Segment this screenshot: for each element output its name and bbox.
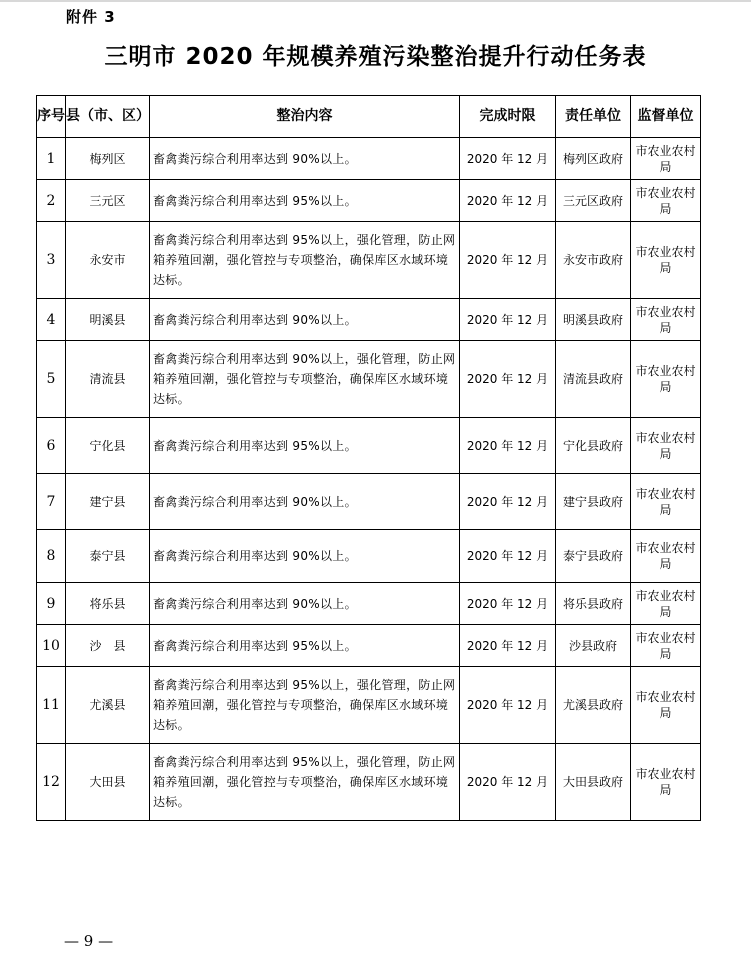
row-content: 畜禽粪污综合利用率达到 90%以上。: [150, 583, 460, 625]
table-header-row: [37, 96, 701, 138]
top-rule: [0, 0, 751, 2]
row-responsible: 沙县政府: [556, 625, 631, 667]
table-row: [37, 583, 701, 625]
table-row: [37, 530, 701, 583]
row-no: 10: [37, 625, 66, 667]
row-responsible: 建宁县政府: [556, 474, 631, 530]
page-number: — 9 —: [64, 932, 114, 950]
table-row: [37, 222, 701, 299]
table-row: [37, 341, 701, 418]
row-county: 将乐县: [66, 583, 150, 625]
row-no: 4: [37, 299, 66, 341]
row-responsible: 大田县政府: [556, 744, 631, 821]
table-row: [37, 138, 701, 180]
row-supervisor: 市农业农村局: [631, 625, 701, 667]
row-county: 三元区: [66, 180, 150, 222]
row-deadline: 2020 年 12 月: [460, 530, 556, 583]
row-deadline: 2020 年 12 月: [460, 474, 556, 530]
row-deadline: 2020 年 12 月: [460, 583, 556, 625]
row-content: 畜禽粪污综合利用率达到 95%以上，强化管理，防止网箱养殖回潮，强化管控与专项整治，确保库区水域环境达标。: [150, 744, 460, 821]
row-county: 大田县: [66, 744, 150, 821]
task-table: [36, 95, 701, 821]
table-row: [37, 299, 701, 341]
row-responsible: 清流县政府: [556, 341, 631, 418]
row-content: 畜禽粪污综合利用率达到 90%以上。: [150, 138, 460, 180]
table-row: [37, 744, 701, 821]
row-content: 畜禽粪污综合利用率达到 90%以上。: [150, 299, 460, 341]
row-responsible: 宁化县政府: [556, 418, 631, 474]
row-no: 5: [37, 341, 66, 418]
row-no: 8: [37, 530, 66, 583]
row-deadline: 2020 年 12 月: [460, 222, 556, 299]
row-deadline: 2020 年 12 月: [460, 180, 556, 222]
row-content: 畜禽粪污综合利用率达到 95%以上，强化管理，防止网箱养殖回潮，强化管控与专项整治，确保库区水域环境达标。: [150, 667, 460, 744]
row-no: 6: [37, 418, 66, 474]
row-responsible: 尤溪县政府: [556, 667, 631, 744]
row-no: 12: [37, 744, 66, 821]
row-content: 畜禽粪污综合利用率达到 95%以上。: [150, 180, 460, 222]
row-deadline: 2020 年 12 月: [460, 138, 556, 180]
table-row: [37, 625, 701, 667]
row-content: 畜禽粪污综合利用率达到 90%以上。: [150, 530, 460, 583]
header-responsible: 责任单位: [556, 96, 631, 138]
row-county: 泰宁县: [66, 530, 150, 583]
row-county: 永安市: [66, 222, 150, 299]
table-row: [37, 418, 701, 474]
row-supervisor: 市农业农村局: [631, 180, 701, 222]
table-row: [37, 180, 701, 222]
row-supervisor: 市农业农村局: [631, 583, 701, 625]
row-no: 2: [37, 180, 66, 222]
row-county: 沙 县: [66, 625, 150, 667]
row-content: 畜禽粪污综合利用率达到 95%以上。: [150, 625, 460, 667]
row-county: 建宁县: [66, 474, 150, 530]
row-supervisor: 市农业农村局: [631, 341, 701, 418]
header-content: 整治内容: [150, 96, 460, 138]
row-supervisor: 市农业农村局: [631, 530, 701, 583]
row-responsible: 明溪县政府: [556, 299, 631, 341]
row-responsible: 将乐县政府: [556, 583, 631, 625]
row-responsible: 三元区政府: [556, 180, 631, 222]
row-deadline: 2020 年 12 月: [460, 341, 556, 418]
row-responsible: 梅列区政府: [556, 138, 631, 180]
row-responsible: 永安市政府: [556, 222, 631, 299]
row-responsible: 泰宁县政府: [556, 530, 631, 583]
header-supervisor: 监督单位: [631, 96, 701, 138]
attachment-label: 附件 3: [66, 8, 116, 26]
row-county: 清流县: [66, 341, 150, 418]
table-row: [37, 474, 701, 530]
row-no: 1: [37, 138, 66, 180]
row-supervisor: 市农业农村局: [631, 222, 701, 299]
row-content: 畜禽粪污综合利用率达到 90%以上。: [150, 474, 460, 530]
header-no: 序号: [37, 96, 66, 138]
row-deadline: 2020 年 12 月: [460, 744, 556, 821]
row-county: 梅列区: [66, 138, 150, 180]
row-supervisor: 市农业农村局: [631, 138, 701, 180]
row-supervisor: 市农业农村局: [631, 474, 701, 530]
row-county: 宁化县: [66, 418, 150, 474]
row-supervisor: 市农业农村局: [631, 299, 701, 341]
row-county: 尤溪县: [66, 667, 150, 744]
row-supervisor: 市农业农村局: [631, 667, 701, 744]
header-county: 县（市、区）: [66, 96, 150, 138]
table-row: [37, 667, 701, 744]
row-content: 畜禽粪污综合利用率达到 95%以上，强化管理，防止网箱养殖回潮，强化管控与专项整治，确保库区水域环境达标。: [150, 222, 460, 299]
row-no: 11: [37, 667, 66, 744]
row-deadline: 2020 年 12 月: [460, 299, 556, 341]
row-content: 畜禽粪污综合利用率达到 90%以上，强化管理，防止网箱养殖回潮，强化管控与专项整治，确保库区水域环境达标。: [150, 341, 460, 418]
row-deadline: 2020 年 12 月: [460, 667, 556, 744]
header-deadline: 完成时限: [460, 96, 556, 138]
row-content: 畜禽粪污综合利用率达到 95%以上。: [150, 418, 460, 474]
row-supervisor: 市农业农村局: [631, 744, 701, 821]
row-no: 7: [37, 474, 66, 530]
row-deadline: 2020 年 12 月: [460, 625, 556, 667]
row-supervisor: 市农业农村局: [631, 418, 701, 474]
row-no: 9: [37, 583, 66, 625]
row-county: 明溪县: [66, 299, 150, 341]
row-deadline: 2020 年 12 月: [460, 418, 556, 474]
row-no: 3: [37, 222, 66, 299]
document-title: 三明市 2020 年规模养殖污染整治提升行动任务表: [104, 44, 647, 70]
